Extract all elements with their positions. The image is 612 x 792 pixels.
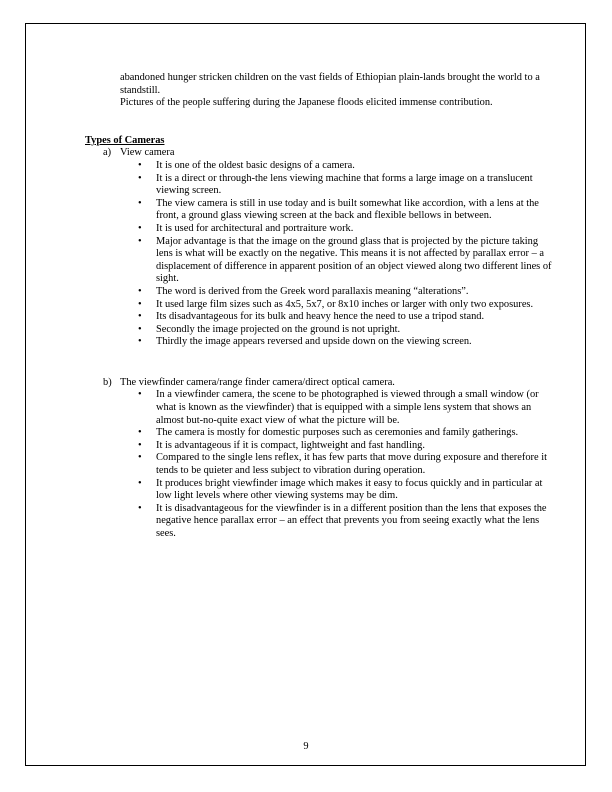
list-item bbox=[138, 389, 555, 427]
list-item bbox=[138, 439, 555, 453]
subsection-title: View camera bbox=[120, 147, 175, 159]
list-item-text: The camera is mostly for domestic purposes such as ceremonies and family gatherings. bbox=[156, 427, 519, 439]
list-item-text: It is advantageous if it is compact, lightweight and fast handling. bbox=[156, 439, 425, 451]
viewfinder-camera-list bbox=[85, 389, 555, 540]
subsection-marker: b) bbox=[103, 376, 112, 388]
intro-paragraph: abandoned hunger stricken children on the vast fields of Ethiopian plain-lands brought the world to a standstill. bbox=[120, 72, 540, 96]
list-item-text: Compared to the single lens reflex, it has few parts that move during exposure and therefore it tends to be quieter and less subject to vibration during operation. bbox=[156, 452, 547, 477]
section-heading: Types of Cameras bbox=[85, 134, 165, 146]
bullet-icon: • bbox=[138, 172, 142, 184]
subsection-marker: a) bbox=[103, 147, 112, 159]
bullet-icon: • bbox=[138, 502, 142, 514]
list-item-text: It is disadvantageous for the viewfinder is in a different position than the lens that exposes the negative hence parallax error – an effect that prevents you from seeing exactly what the lens sees. bbox=[156, 502, 547, 539]
list-item-text: In a viewfinder camera, the scene to be photographed is viewed through a small window (or what is known as the viewfinder) that is equipped with a simple lens system that shows an almost but-no-quite exact view of what the picture will be. bbox=[156, 389, 539, 426]
list-item bbox=[138, 323, 555, 337]
list-item bbox=[138, 311, 555, 324]
bullet-icon: • bbox=[138, 323, 142, 335]
page-number: 9 bbox=[303, 741, 309, 752]
subsection-heading-viewfinder-camera bbox=[85, 377, 555, 390]
list-item-text: Major advantage is that the image on the ground glass that is projected by the picture taking lens is what will be exactly on the negative. This means it is not affected by parallax error – a displacement of difference in apparent position of an object viewed along two different lines of sight. bbox=[156, 235, 552, 285]
list-item-text: It is a direct or through-the lens viewing machine that forms a large image on a translucent viewing screen. bbox=[156, 172, 533, 197]
bullet-icon: • bbox=[138, 427, 142, 439]
subsection-title: The viewfinder camera/range finder camera/direct optical camera. bbox=[120, 376, 395, 388]
list-item-text: It used large film sizes such as 4x5, 5x7, or 8x10 inches or larger with only two exposures. bbox=[156, 298, 534, 310]
list-item-text: The view camera is still in use today and is built somewhat like accordion, with a lens at the front, a ground glass viewing screen at the back and flexible bellows in between. bbox=[156, 197, 539, 222]
bullet-icon: • bbox=[138, 298, 142, 310]
list-item bbox=[138, 197, 555, 223]
bullet-icon: • bbox=[138, 235, 142, 247]
list-item bbox=[138, 159, 555, 173]
bullet-icon: • bbox=[138, 477, 142, 489]
bullet-icon: • bbox=[138, 336, 142, 348]
list-item bbox=[138, 235, 555, 286]
intro-paragraphs bbox=[85, 72, 555, 110]
list-item bbox=[138, 172, 555, 198]
bullet-icon: • bbox=[138, 159, 142, 171]
list-item-text: Secondly the image projected on the ground is not upright. bbox=[156, 323, 401, 335]
intro-paragraph: Pictures of the people suffering during the Japanese floods elicited immense contribution. bbox=[120, 97, 493, 109]
bullet-icon: • bbox=[138, 452, 142, 464]
list-item-text: Thirdly the image appears reversed and upside down on the viewing screen. bbox=[156, 336, 472, 348]
list-item bbox=[138, 502, 555, 541]
list-item bbox=[138, 452, 555, 477]
list-item bbox=[138, 222, 555, 236]
list-item bbox=[138, 336, 555, 349]
list-item-text: The word is derived from the Greek word parallaxis meaning “alterations”. bbox=[156, 285, 469, 297]
list-item bbox=[138, 427, 555, 440]
bullet-icon: • bbox=[138, 197, 142, 209]
bullet-icon: • bbox=[138, 285, 142, 297]
bullet-icon: • bbox=[138, 222, 142, 234]
bullet-icon: • bbox=[138, 389, 142, 401]
list-item-text: Its disadvantageous for its bulk and heavy hence the need to use a tripod stand. bbox=[156, 311, 485, 323]
view-camera-list bbox=[85, 160, 555, 349]
list-item-text: It is used for architectural and portraiture work. bbox=[156, 222, 354, 234]
list-item-text: It is one of the oldest basic designs of a camera. bbox=[156, 159, 355, 171]
list-item bbox=[138, 298, 555, 312]
subsection-heading-view-camera bbox=[85, 147, 555, 160]
bullet-icon: • bbox=[138, 439, 142, 451]
list-item bbox=[138, 285, 555, 299]
list-item-text: It produces bright viewfinder image which makes it easy to focus quickly and in particular at low light levels where other viewing systems may be dim. bbox=[156, 477, 543, 502]
document-body bbox=[85, 72, 555, 541]
bullet-icon: • bbox=[138, 311, 142, 323]
list-item bbox=[138, 477, 555, 503]
